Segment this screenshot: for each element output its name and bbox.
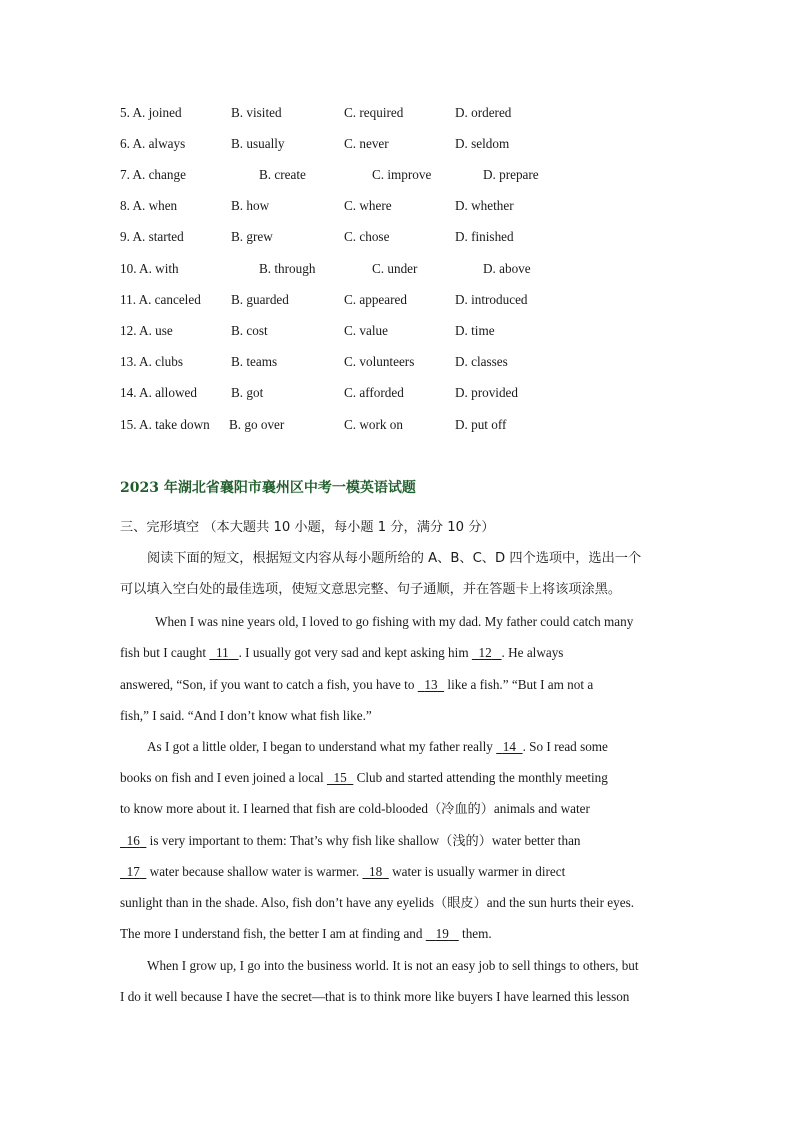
blank-14: [496, 739, 522, 754]
option-a: 5. A. joined: [120, 105, 182, 120]
option-d: D. time: [455, 323, 495, 338]
passage-line: [147, 738, 608, 756]
option-d: D. seldom: [455, 136, 510, 151]
option-a: 10. A. with: [120, 261, 179, 276]
passage-line: [120, 769, 608, 787]
passage-gloss: （眼皮）: [434, 896, 487, 911]
option-a: 8. A. when: [120, 198, 178, 213]
passage-text: to know more about it. I learned that fish are cold-blooded: [120, 801, 428, 816]
exam-title: 2023 年湖北省襄阳市襄州区中考一模英语试题: [120, 480, 416, 496]
option-c: C. never: [344, 136, 389, 151]
option-b: B. go over: [229, 417, 285, 432]
blank-18: [362, 864, 388, 879]
option-c: C. value: [344, 323, 388, 338]
passage-text: answered, “Son, if you want to catch a fish, you have to: [120, 677, 418, 692]
instruction-line-1: 阅读下面的短文，根据短文内容从每小题所给的 A、B、C、D 四个选项中，选出一个: [147, 551, 642, 566]
option-c: C. volunteers: [344, 354, 415, 369]
option-a: 14. A. allowed: [120, 385, 197, 400]
option-d: D. above: [483, 261, 531, 276]
option-a: 11. A. canceled: [120, 292, 201, 307]
blank-number: 16: [126, 833, 140, 848]
option-c: C. chose: [344, 229, 390, 244]
passage-text: books on fish and I even joined a local: [120, 770, 327, 785]
blank-number: 19: [435, 926, 449, 941]
option-b: B. cost: [231, 323, 268, 338]
option-d: D. whether: [455, 198, 514, 213]
passage-text: . He always: [501, 645, 564, 660]
option-b: B. guarded: [231, 292, 289, 307]
option-d: D. provided: [455, 385, 518, 400]
passage-line: [120, 894, 634, 913]
option-b: B. how: [231, 198, 270, 213]
passage-text: The more I understand fish, the better I am at finding and: [120, 926, 426, 941]
option-b: B. usually: [231, 136, 285, 151]
option-b: B. grew: [231, 229, 273, 244]
passage-text: As I got a little older, I began to understand what my father really: [147, 739, 497, 754]
blank-11: [209, 645, 238, 660]
option-d: D. put off: [455, 417, 507, 432]
option-a: 12. A. use: [120, 323, 173, 338]
blank-12: [472, 645, 502, 660]
blank-15: [327, 770, 353, 785]
section-title: 三、完形填空 （本大题共 10 小题，每小题 1 分，满分 10 分）: [120, 520, 495, 535]
option-c: C. under: [372, 261, 418, 276]
blank-number: 11: [215, 645, 229, 660]
passage-line: When I grow up, I go into the business world. It is not an easy job to sell things to others, but: [147, 958, 639, 973]
passage-gloss: （浅的）: [439, 834, 492, 849]
option-a: 9. A. started: [120, 229, 184, 244]
passage-line: [120, 800, 590, 819]
passage-text: . I usually got very sad and kept asking him: [238, 645, 472, 660]
passage-line: I do it well because I have the secret—that is to think more like buyers I have learned this lesson: [120, 989, 630, 1004]
option-c: C. required: [344, 105, 404, 120]
option-b: B. create: [259, 167, 306, 182]
option-d: D. classes: [455, 354, 508, 369]
option-a: 13. A. clubs: [120, 354, 184, 369]
option-d: D. ordered: [455, 105, 512, 120]
passage-text: Club and started attending the monthly meeting: [353, 770, 608, 785]
passage-line: [120, 863, 565, 881]
blank-13: [418, 677, 444, 692]
option-c: C. where: [344, 198, 392, 213]
option-c: C. afforded: [344, 385, 404, 400]
passage-text: like a fish.” “But I am not a: [444, 677, 594, 692]
passage-line: When I was nine years old, I loved to go fishing with my dad. My father could catch many: [155, 614, 634, 629]
passage-text: and the sun hurts their eyes.: [486, 895, 634, 910]
passage-text: them.: [458, 926, 492, 941]
option-b: B. teams: [231, 354, 278, 369]
option-c: C. appeared: [344, 292, 407, 307]
option-a: 7. A. change: [120, 167, 186, 182]
blank-number: 15: [333, 770, 347, 785]
option-b: B. visited: [231, 105, 282, 120]
option-c: C. work on: [344, 417, 403, 432]
passage-text: animals and water: [493, 801, 590, 816]
passage-text: is very important to them: That’s why fish like shallow: [146, 833, 440, 848]
passage-gloss: （冷血的）: [427, 802, 494, 817]
option-d: D. introduced: [455, 292, 528, 307]
option-d: D. finished: [455, 229, 514, 244]
instruction-line-2: 可以填入空白处的最佳选项，使短文意思完整、句子通顺，并在答题卡上将该项涂黑。: [120, 582, 622, 597]
passage-text: water because shallow water is warmer.: [146, 864, 363, 879]
option-a: 15. A. take down: [120, 417, 210, 432]
passage-text: sunlight than in the shade. Also, fish don’t have any eyelids: [120, 895, 435, 910]
passage-line: [120, 832, 581, 851]
blank-number: 12: [478, 645, 492, 660]
passage-text: water is usually warmer in direct: [388, 864, 566, 879]
passage-line: [120, 925, 492, 943]
option-d: D. prepare: [483, 167, 539, 182]
blank-number: 17: [126, 864, 140, 879]
passage-text: fish but I caught: [120, 645, 210, 660]
option-b: B. through: [259, 261, 316, 276]
passage-line: [120, 676, 593, 694]
option-b: B. got: [231, 385, 264, 400]
option-c: C. improve: [372, 167, 432, 182]
blank-19: [426, 926, 459, 941]
passage-text: water better than: [491, 833, 581, 848]
passage-text: . So I read some: [522, 739, 608, 754]
blank-number: 14: [502, 739, 516, 754]
blank-17: [120, 864, 146, 879]
option-a: 6. A. always: [120, 136, 186, 151]
passage-line: fish,” I said. “And I don’t know what fish like.”: [120, 708, 372, 723]
blank-number: 18: [369, 864, 383, 879]
passage-line: [120, 644, 563, 662]
blank-16: [120, 833, 146, 848]
blank-number: 13: [424, 677, 438, 692]
